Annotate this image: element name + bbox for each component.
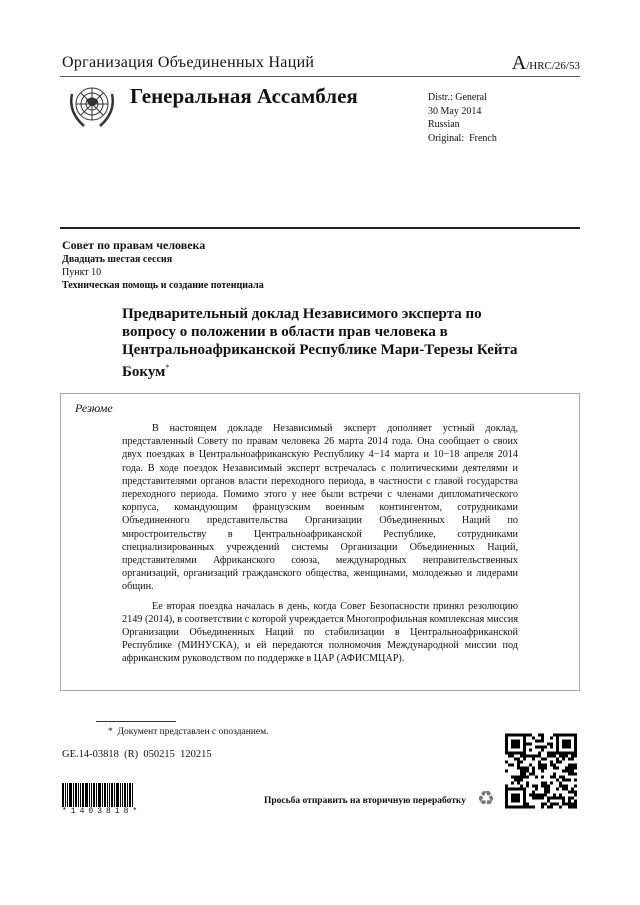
summary-heading: Резюме: [75, 401, 113, 415]
agenda-item-title: Техническая помощь и создание потенциала: [62, 280, 264, 291]
footnote-divider: [96, 721, 176, 722]
distr-language: Russian: [428, 119, 460, 130]
document-symbol: [512, 52, 580, 75]
footnote: * Документ представлен с опозданием.: [108, 727, 269, 737]
session: Двадцать шестая сессия: [62, 254, 173, 265]
summary-paragraph: Ее вторая поездка началась в день, когда Совет Безопасности принял резолюцию 2149 (2014), в соответствии с которой учреждается Многопрофильная комплексная миссия Организации Объединенных Наций по стабилизации в Центральноафриканской Республике (МИНУСКА), и ей передаются полномочия Международной миссии под африканским руководством по поддержке в ЦАР (АФИСМЦАР).: [122, 600, 518, 665]
thick-divider: [60, 227, 580, 229]
distribution-block: [428, 91, 497, 145]
council-block: [62, 238, 264, 292]
organization-name: Организация Объединенных Наций: [62, 54, 315, 71]
qr-code-icon: [505, 733, 577, 809]
barcode-text: *1403818*: [62, 807, 142, 816]
recycle-note: Просьба отправить на вторичную переработку: [264, 796, 466, 806]
body-title: Генеральная Ассамблея: [130, 84, 358, 108]
header-divider: [60, 76, 580, 77]
footnote-mark: *: [165, 363, 170, 372]
report-title-text: Предварительный доклад Независимого эксперта по вопросу о положении в области прав человека в Центральноафриканской Республике Мари-Терезы Кейта Бокум: [122, 306, 518, 380]
report-title: [122, 305, 522, 381]
distr-original: Original: French: [428, 132, 497, 144]
distr-date: 30 May 2014: [428, 105, 482, 117]
un-emblem-icon: [66, 82, 118, 130]
summary-paragraph: В настоящем докладе Независимый эксперт дополняет устный доклад, представленный Совету по правам человека 26 марта 2014 года. Она сообщает о своих двух поездках в Центральноафриканскую Республику 4−14 марта и 10−18 апреля 2014 года. В ходе поездок Независимый эксперт встречалась с политическими деятелями и представителями органов власти переходного периода, в частности с главой государства переходного периода. Помимо этого у нее были встречи с членами дипломатического корпуса, командующим французским военным контингентом, сотрудниками Объединенного представительства Организации Объединенных Наций по миростроительству в Центральноафриканской Республике, сотрудниками специализированных учреждений системы Организации Объединенных Наций, представителями Африканского союза, международных неправительственных организаций, организаций гражданского общества, женщинами, молодежью и лидерами общин.: [122, 423, 518, 593]
symbol-prefix: A: [511, 52, 527, 74]
job-number: GE.14-03818 (R) 050215 120215: [62, 749, 212, 760]
symbol-rest: /HRC/26/53: [526, 60, 580, 72]
summary-body: [122, 422, 518, 672]
distr-status: Distr.: General: [428, 92, 487, 103]
barcode-icon: [62, 783, 152, 807]
recycle-icon: ♻: [477, 788, 495, 810]
agenda-item: Пункт 10: [62, 267, 102, 278]
council-name: Совет по правам человека: [62, 238, 206, 252]
